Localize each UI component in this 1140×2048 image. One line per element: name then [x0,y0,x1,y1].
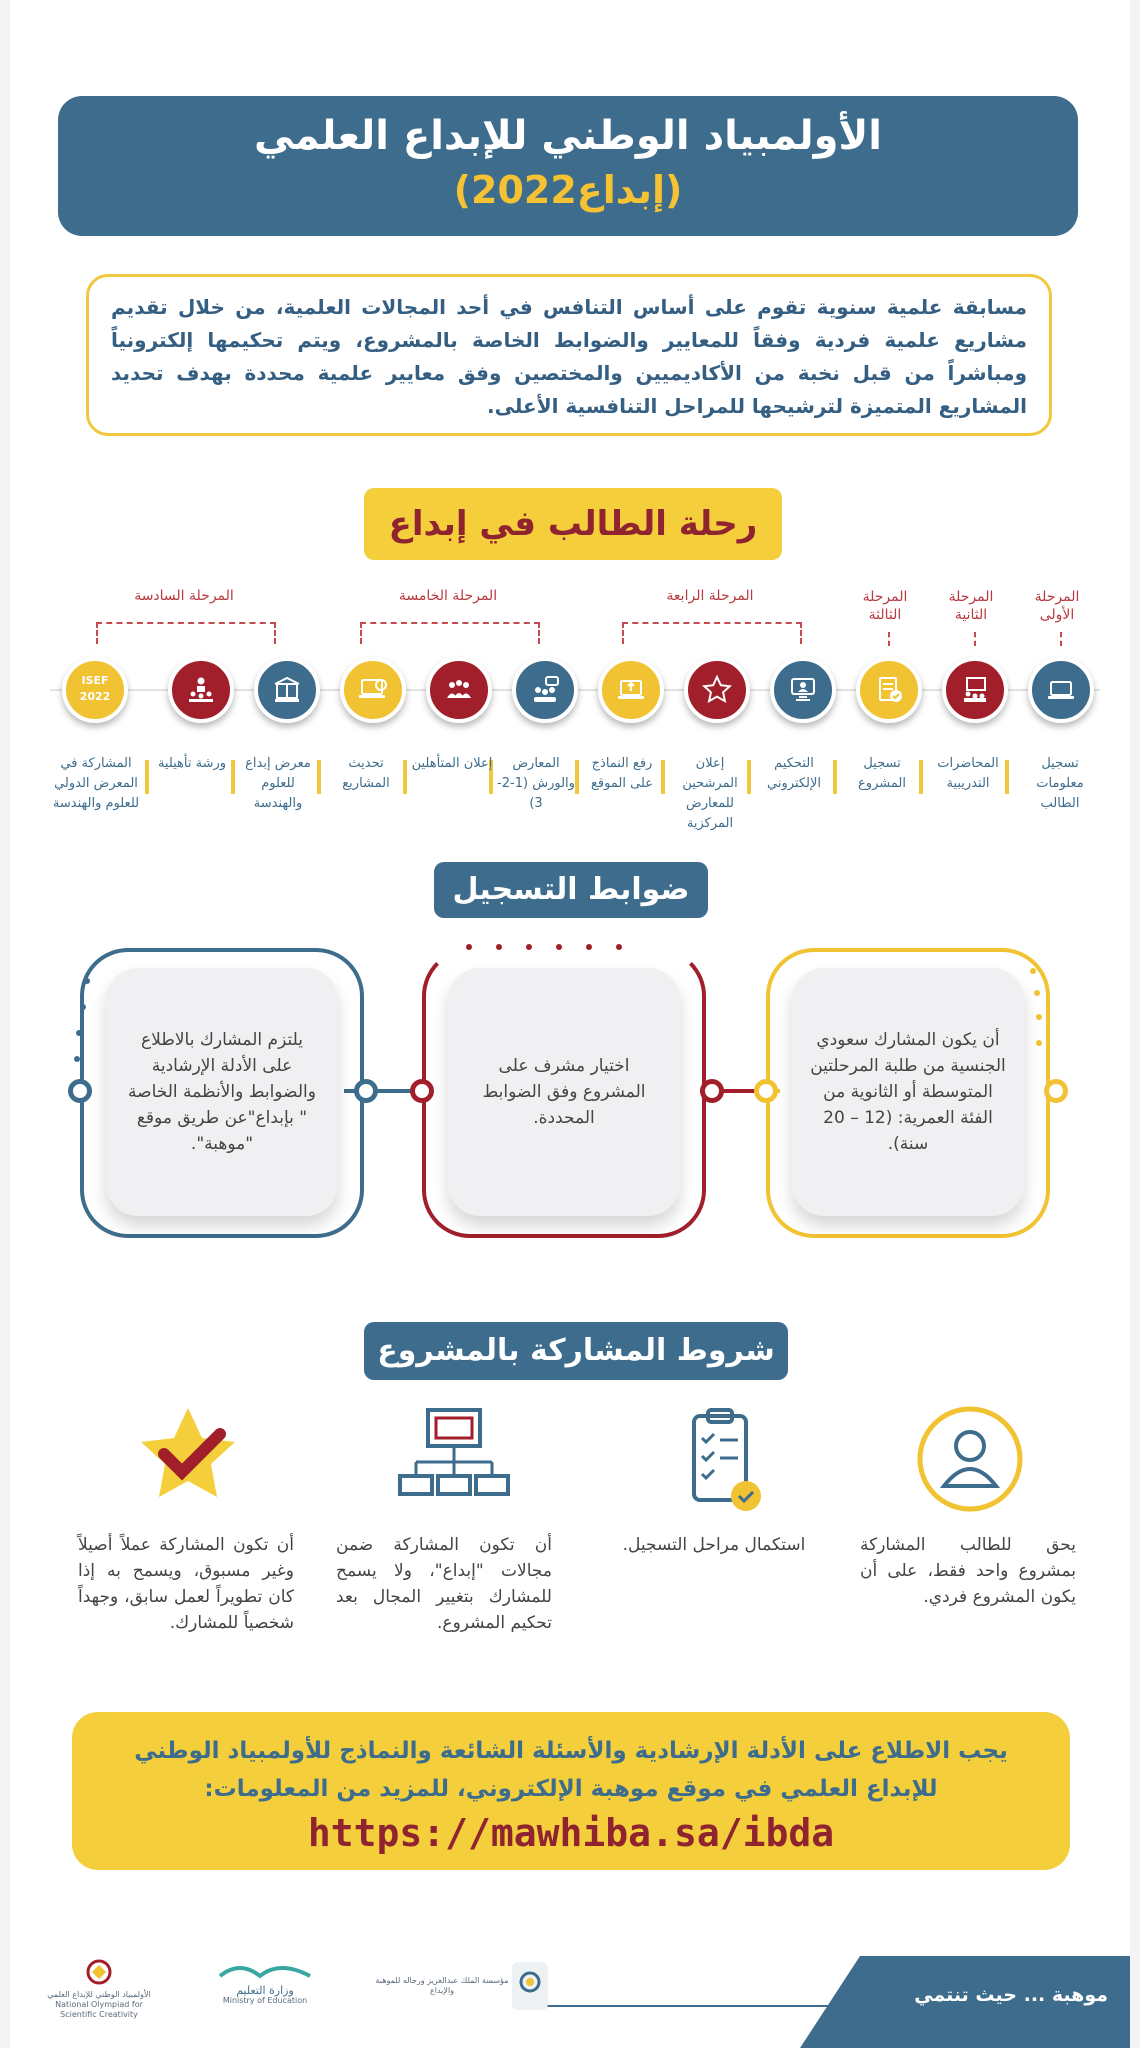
page-title: الأولمبياد الوطني للإبداع العلمي [254,113,882,159]
step-label-8: إعلان المتأهلين [411,756,493,771]
step-label-10: معرض إبداع للعلوم والهندسة [245,756,311,811]
ring-marker [1044,1079,1068,1103]
moe-logo [210,1958,320,2014]
stage-3-label: المرحلة الثالثة [862,589,908,623]
laptop-icon [1045,674,1077,706]
footer-slogan: موهبة ... حيث تنتمي [914,1984,1108,2006]
step-label-1: تسجيل معلومات الطالب [1036,756,1084,811]
registration-card-text: يلتزم المشارك بالاطلاع على الأدلة الإرشادية والضوابط والأنظمة الخاصة " بإبداع"عن طريق موقع "موهبة". [128,1030,316,1154]
title-banner [58,96,1078,236]
olympiad-logo-name-en: National Olympiad for Scientific Creativity [55,2000,143,2019]
journey-node-isef [62,657,128,723]
step-label-6: رفع النماذج على الموقع [591,756,653,791]
infographic-page [10,0,1130,2048]
conditions-heading: شروط المشاركة بالمشروع [364,1322,788,1380]
condition-text-2: استكمال مراحل التسجيل. [622,1535,806,1555]
journey-node-exhibitions [512,657,578,723]
presentation-icon [959,674,991,706]
step-label-4: التحكيم الإلكتروني [767,756,821,791]
isef-badge: ISEF 2022 [79,674,111,703]
page-subtitle: (إبداع2022) [453,168,683,212]
journey-node-update-projects [340,657,406,723]
step-label-7: المعارض والورش (1-2-3) [497,756,575,811]
step-label-3: تسجيل المشروع [858,756,906,791]
step-label-9: تحديث المشاريع [342,756,390,791]
journey-node-online-judging [770,657,836,723]
stage-5-bracket [360,622,540,624]
stage-4-label: المرحلة الرابعة [666,588,754,604]
cta-line-2: للإبداع العلمي في موقع موهبة الإلكتروني، للمزيد من المعلومات: [204,1776,938,1802]
footer-line [530,2005,830,2007]
cta-box [72,1712,1070,1870]
speaker-audience-icon [185,674,217,706]
registration-card-text: أن يكون المشارك سعودي الجنسية من طلبة المرحلتين المتوسطة أو الثانوية من الفئة العمرية: (12 – 20 سنة). [810,1030,1006,1154]
journey-node-announce-qualified [426,657,492,723]
journey-node-ibda-fair [254,657,320,723]
laptop-refresh-icon [357,674,389,706]
stage-4-bracket-right [800,622,802,644]
step-label-2: المحاضرات التدريبية [937,756,999,791]
stage-3-connector [888,632,890,646]
ring-marker [354,1079,378,1103]
journey-node-project-registration [856,657,922,723]
olympiad-logo [36,1958,162,2019]
moe-logo-name-en: Ministry of Education [222,1996,308,2005]
stage-6-bracket-left [96,622,98,644]
document-check-icon [873,674,905,706]
ring-marker [700,1079,724,1103]
registration-card-supervisor [448,968,680,1216]
journey-node-lectures [942,657,1008,723]
stage-5-bracket-right [538,622,540,644]
upload-laptop-icon [615,674,647,706]
mawhiba-logo [370,1958,550,2014]
intro-text: مسابقة علمية سنوية تقوم على أساس التنافس في أحد المجالات العلمية، من خلال تقديم مشاريع علمية فردية وفقاً للمعايير والضوابط الخاصة بالمشروع، ويتم تحكيمها إلكترونياً ومباشراً من قبل نخبة من الأكاديميين والمختصين وفق معايير علمية محددة بهدف تحديد المشاريع المتميزة لترشيحها للمراحل التنافسية الأعلى. [111,295,1027,418]
condition-text-4: أن تكون المشاركة عملاً أصيلاً وغير مسبوق، ويسمح به إذا كان تطويراً لعمل سابق، وجهداً شخصياً للمشارك. [78,1535,294,1633]
stage-1-label: المرحلة الأولى [1034,589,1080,623]
step-label-11: ورشة تأهيلية [157,756,227,771]
stage-6-label: المرحلة السادسة [134,588,234,604]
stage-2-label: المرحلة الثانية [948,589,994,623]
stage-6-bracket [96,622,276,624]
stage-4-bracket [622,622,802,624]
computer-user-icon [787,674,819,706]
exhibition-booth-icon [271,674,303,706]
journey-node-student-info [1028,657,1094,723]
moe-logo-name: وزارة التعليم [236,1984,294,1997]
mawhiba-logo-caption: مؤسسة الملك عبدالعزيز ورجاله للموهبة والإبداع [375,1976,509,1995]
intro-box [86,274,1052,436]
journey-node-announce-candidates [684,657,750,723]
user-icon [910,1404,1030,1514]
condition-text-1: يحق للطالب المشاركة بمشروع واحد فقط، على أن يكون المشروع فردي. [860,1535,1076,1607]
star-check-icon [128,1404,248,1514]
journey-node-qualifying-workshop [168,657,234,723]
journey-heading: رحلة الطالب في إبداع [364,488,782,560]
stage-2-connector [974,632,976,646]
journey-node-upload-models [598,657,664,723]
clipboard-check-icon [666,1404,786,1514]
olympiad-logo-name: الأولمبياد الوطني للإبداع العلمي [47,1990,151,1999]
star-icon [701,674,733,706]
stage-6-bracket-right [274,622,276,644]
registration-heading: ضوابط التسجيل [434,862,708,918]
cta-link[interactable]: https://mawhiba.sa/ibda [307,1811,835,1855]
cta-line-1: يجب الاطلاع على الأدلة الإرشادية والأسئلة الشائعة والنماذج للأولمبياد الوطني [134,1738,1008,1764]
step-label-5: إعلان المرشحين للمعارض المركزية [682,756,738,831]
hierarchy-icon [394,1404,514,1514]
stage-5-bracket-left [360,622,362,644]
ring-marker [410,1079,434,1103]
ring-marker [754,1079,778,1103]
stage-1-connector [1060,632,1062,646]
ring-marker [68,1079,92,1103]
registration-card-nationality [792,968,1024,1216]
group-chat-icon [529,674,561,706]
condition-text-3: أن تكون المشاركة ضمن مجالات "إبداع"، ولا يسمح للمشارك بتغيير المجال بعد تحكيم المشروع. [336,1535,552,1633]
people-group-icon [443,674,475,706]
step-separator [145,760,149,794]
registration-card-text: اختيار مشرف على المشروع وفق الضوابط المحددة. [482,1056,646,1128]
stage-5-label: المرحلة الخامسة [398,588,498,604]
step-label-12: المشاركة في المعرض الدولي للعلوم والهندسة [52,756,140,811]
stage-4-bracket-left [622,622,624,644]
registration-card-guidelines [106,968,338,1216]
